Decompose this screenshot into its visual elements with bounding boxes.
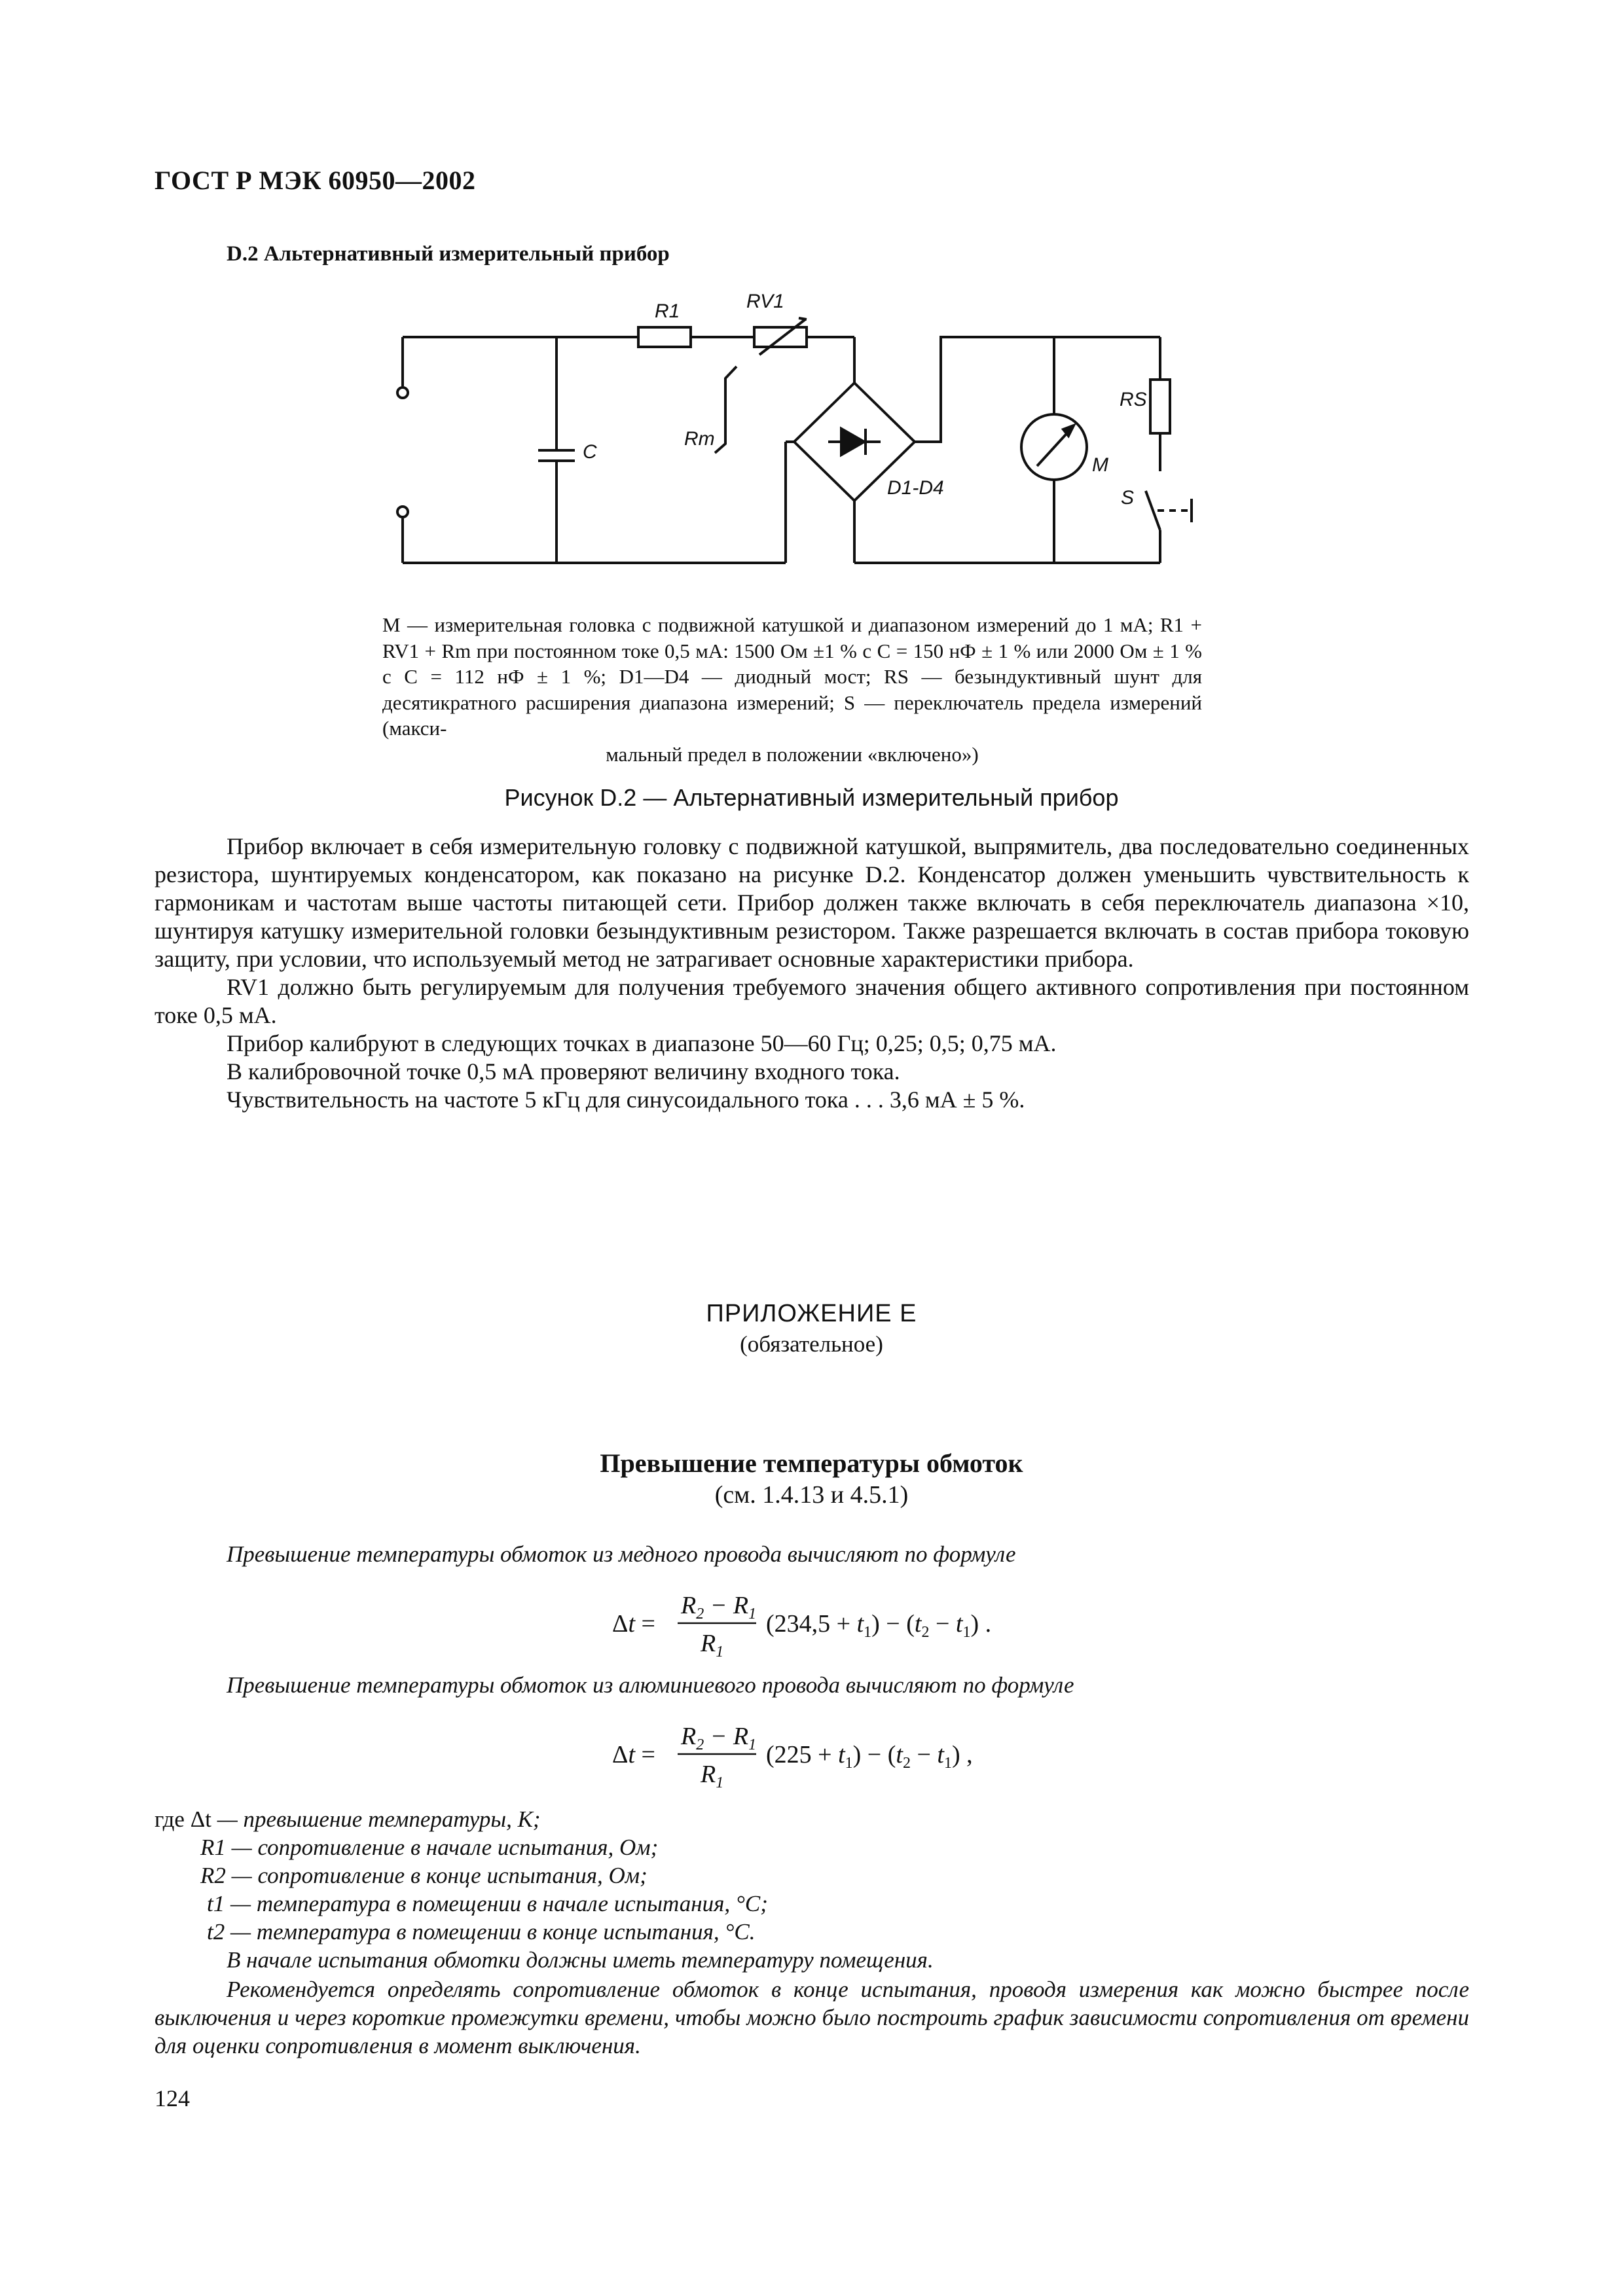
label-rm: Rm (684, 428, 715, 450)
rm-bracket (715, 367, 737, 453)
label-r1: R1 (655, 300, 680, 322)
note-recommendation: Рекомендуется определять сопротивление обмоток в конце испытания, проводя измерения как можно быстрее после выключения и через короткие промежутки времени, чтобы можно было построить график зависимости сопротивления от времени для оценки сопротивления в момент выключения. (155, 1977, 1469, 2058)
label-rv1: RV1 (746, 291, 784, 312)
paragraph: В калибровочной точке 0,5 мА проверяют величину входного тока. (227, 1058, 900, 1085)
label-rs: RS (1120, 389, 1147, 410)
definition-row: R2 — сопротивление в конце испытания, Ом; (200, 1863, 647, 1888)
copper-formula (609, 1587, 1067, 1659)
paragraph: Прибор включает в себя измерительную головку с подвижной катушкой, выпрямитель, два последовательно соединенных резистора, шунтируемых конденсатором, как показано на рисунке D.2. Конденсатор должен уменьшить чувствительность к гармоникам и частотам выше частоты питающей сети. Прибор должен также включать в себя переключатель диапазона ×10, шунтируя катушку измерительной головки безындуктивным резистором. Также разрешается включать в состав прибора токовую защиту, при условии, что используемый метод не затрагивает основные характеристики прибора. (155, 833, 1469, 972)
appendix-title: ПРИЛОЖЕНИЕ Е (706, 1300, 917, 1327)
variable-definitions (155, 1805, 768, 1946)
label-d1-d4: D1-D4 (887, 477, 944, 499)
copper-intro: Превышение температуры обмоток из медного провода вычисляют по формуле (227, 1541, 1016, 1567)
legend-text: M — измерительная головка с подвижной катушкой и диапазоном измерений до 1 мА; R1 + RV1 + Rm при постоянном токе 0,5 мА: 1500 Ом ±1 % с С = 150 нФ ± 1 % или 2000 Ом ± 1 % с С = 112 нФ ± 1 %; D1—D4 — диодный мост; RS — безындуктивный шунт для десятикратного расширения диапазона измерений; S — переключатель предела измерений (макси- (382, 613, 1202, 740)
appendix-reference: (см. 1.4.13 и 4.5.1) (714, 1481, 909, 1509)
svg-text:Δt =: Δt = (612, 1741, 655, 1768)
svg-text:(234,5 + t1) − (t2 − t1) .: $(234,5 + t_1) - (t_2 - t_1)$ . (766, 1610, 992, 1641)
input-terminal-bottom (397, 507, 408, 517)
diode-symbol (841, 429, 864, 455)
page-number: 124 (155, 2085, 190, 2111)
document-header: ГОСТ Р МЭК 60950—2002 (155, 166, 476, 195)
definition-row: где Δt — превышение температуры, К; (155, 1806, 541, 1832)
svg-text:R2 − R1: $R_2 - R_1$ (681, 1592, 757, 1623)
delta-t: Δt = (612, 1610, 655, 1638)
body-text (155, 833, 1469, 1114)
appendix-heading: Превышение температуры обмоток (600, 1448, 1023, 1478)
svg-text:R2 − R1: $R_2 - R_1$ (681, 1723, 757, 1753)
svg-text:(225 + t1) − (t2 − t1) ,: $(225 + t_1) - (t_2 - t_1)$ , (766, 1741, 973, 1772)
figure-legend (382, 612, 1202, 767)
note-initial-temperature: В начале испытания обмотки должны иметь температуру помещения. (227, 1947, 934, 1973)
definition-row: t1 — температура в помещении в начале испытания, °С; (207, 1891, 768, 1916)
input-terminal-top (397, 387, 408, 398)
label-m: M (1092, 454, 1108, 476)
paragraph: Прибор калибруют в следующих точках в диапазоне 50—60 Гц; 0,25; 0,5; 0,75 мА. (227, 1030, 1057, 1056)
figure-caption: Рисунок D.2 — Альтернативный измерительный прибор (504, 784, 1119, 811)
definition-row: R1 — сопротивление в начале испытания, Ом; (200, 1835, 659, 1860)
aluminium-formula (609, 1718, 1067, 1790)
label-s: S (1121, 487, 1135, 509)
legend-last-line: мальный предел в положении «включено») (606, 742, 979, 766)
svg-text:R1: $R_1$ (701, 1761, 724, 1790)
appendix-subtitle: (обязательное) (740, 1331, 883, 1357)
section-title: D.2 Альтернативный измерительный прибор (227, 242, 670, 266)
aluminium-intro: Превышение температуры обмоток из алюминиевого провода вычисляют по формуле (227, 1672, 1074, 1698)
aluminium-constant: 225 (774, 1741, 812, 1768)
definition-row: t2 — температура в помещении в конце испытания, °С. (207, 1919, 756, 1945)
paragraph: RV1 должно быть регулируемым для получения требуемого значения общего активного сопротивления при постоянном токе 0,5 мА. (155, 974, 1469, 1028)
resistor-r1 (638, 327, 691, 347)
copper-constant: 234,5 (774, 1610, 831, 1638)
svg-text:R1: $R_1$ (701, 1630, 724, 1659)
resistor-rs (1150, 380, 1170, 433)
label-c: C (583, 441, 597, 463)
circuit-diagram (367, 281, 1218, 596)
paragraph: Чувствительность на частоте 5 кГц для синусоидального тока . . . 3,6 мА ± 5 %. (227, 1086, 1025, 1113)
